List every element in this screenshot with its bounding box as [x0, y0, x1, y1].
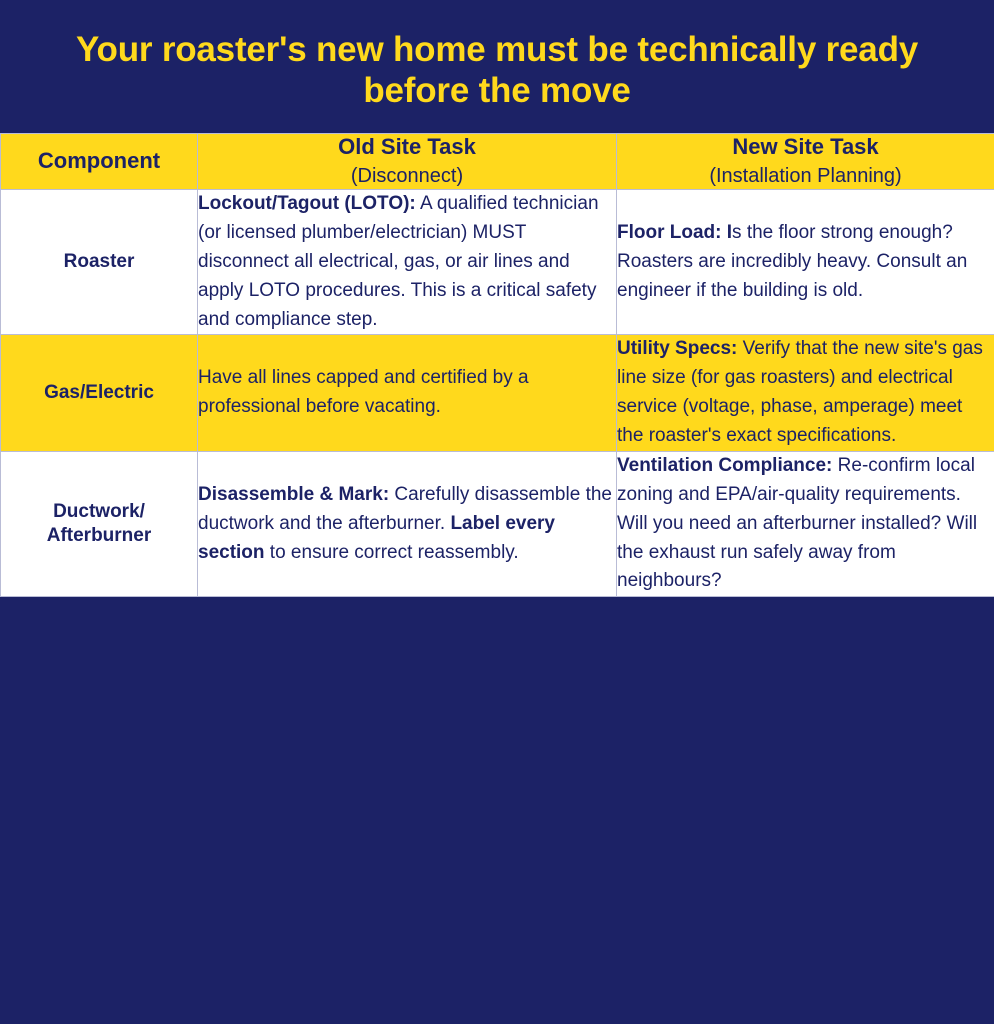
new-site-lead: Floor Load: I [617, 221, 733, 243]
new-site-body: Re-confirm local zoning and EPA/air-quality requirements. Will you need an afterburner installed? Will the exhaust run safely away from neighbours? [617, 454, 978, 592]
page-title: Your roaster's new home must be technically ready before the move [75, 30, 919, 110]
table-row [1, 190, 994, 335]
new-site-body: s the floor strong enough? Roasters are incredibly heavy. Consult an engineer if the building is old. [617, 221, 968, 301]
row-new-site-task [617, 335, 994, 452]
old-site-body-secondary: to ensure correct reassembly. [264, 541, 519, 563]
row-component-label: Gas/Electric [1, 335, 198, 452]
old-site-body: A qualified technician (or licensed plumber/electrician) MUST disconnect all electrical, gas, or air lines and apply LOTO procedures. This is a critical safety and compliance step. [198, 193, 599, 330]
column-header-old-site: Old Site Task (Disconnect) [198, 134, 617, 190]
column-header-new-site: New Site Task (Installation Planning) [617, 134, 994, 190]
table-header-row [1, 134, 994, 190]
table-row [1, 335, 994, 452]
column-header-component: Component [1, 134, 198, 190]
old-site-lead: Disassemble & Mark: [198, 483, 390, 505]
row-old-site-task [198, 190, 617, 335]
row-component-label: Roaster [1, 190, 198, 335]
row-component-label: Ductwork/ Afterburner [1, 451, 198, 596]
header [0, 0, 994, 133]
new-site-lead: Utility Specs: [617, 338, 738, 360]
row-old-site-task [198, 335, 617, 452]
table-row [1, 451, 994, 596]
new-site-lead: Ventilation Compliance: [617, 454, 833, 476]
row-new-site-task [617, 451, 994, 596]
row-old-site-task [198, 451, 617, 596]
row-new-site-task [617, 190, 994, 335]
comparison-table [0, 133, 994, 597]
old-site-body: Carefully disassemble the ductwork and the afterburner. [198, 483, 612, 534]
new-site-body: Verify that the new site's gas line size (for gas roasters) and electrical service (voltage, phase, amperage) meet the roaster's exact specifications. [617, 338, 983, 447]
old-site-lead: Lockout/Tagout (LOTO): [198, 193, 416, 215]
old-site-body: Have all lines capped and certified by a professional before vacating. [198, 367, 529, 418]
old-site-lead-secondary: Label every section [198, 512, 556, 563]
